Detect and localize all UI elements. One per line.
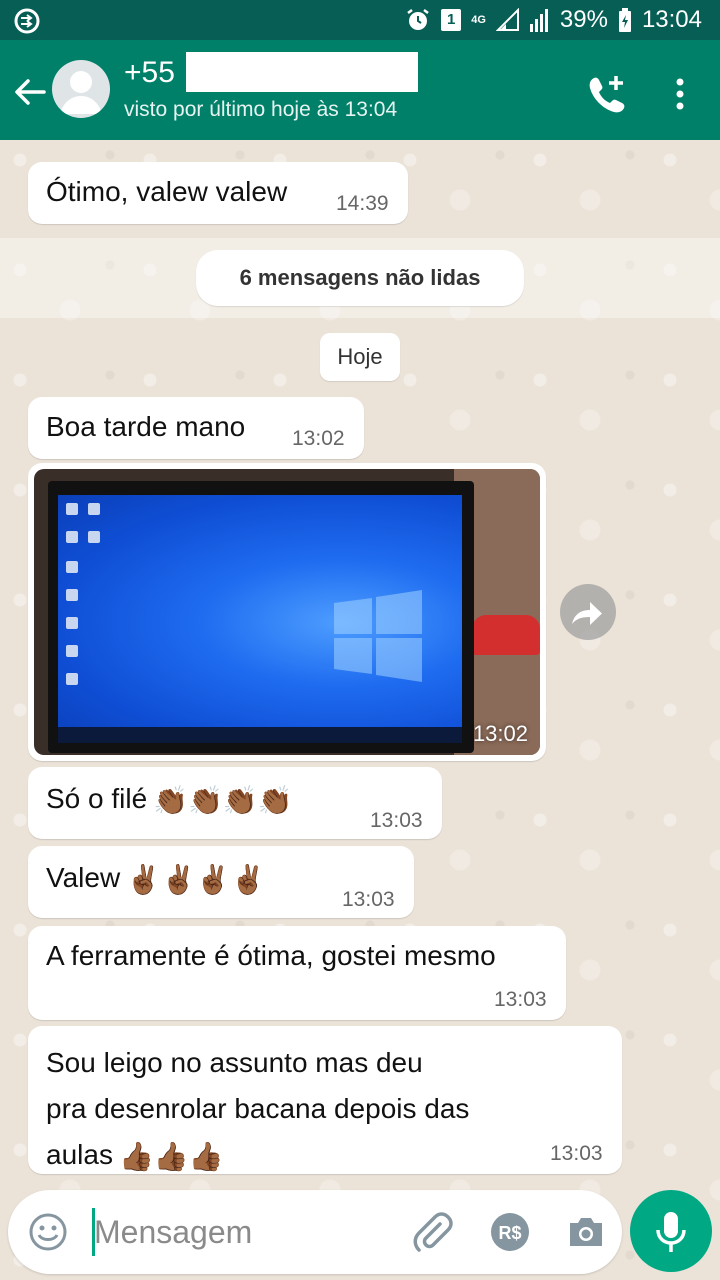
camera-icon <box>564 1210 608 1254</box>
attach-button[interactable] <box>408 1208 456 1256</box>
voice-message-button[interactable] <box>630 1190 712 1272</box>
back-button[interactable] <box>10 72 50 112</box>
emoji-button[interactable] <box>26 1210 70 1254</box>
message-time: 13:03 <box>494 988 547 1011</box>
chat-header <box>0 40 720 140</box>
message-text: A ferramente é ótima, gostei mesmo <box>46 940 496 971</box>
svg-text:R$: R$ <box>498 1223 522 1243</box>
date-chip: Hoje <box>320 333 400 381</box>
status-clock: 13:04 <box>641 6 702 33</box>
message-time: 13:02 <box>292 427 345 450</box>
message-text: Sou leigo no assunto mas deu pra desenrolar bacana depois das aulas 👍🏾👍🏾👍🏾 <box>46 1040 469 1180</box>
message-bubble[interactable] <box>28 767 442 839</box>
arrow-left-icon <box>10 72 50 112</box>
more-vertical-icon <box>668 74 692 114</box>
message-bubble[interactable] <box>28 162 408 224</box>
redacted-number <box>186 52 418 92</box>
image-time: 13:02 <box>472 721 528 746</box>
payment-button[interactable] <box>490 1212 530 1252</box>
more-options-button[interactable] <box>668 74 692 114</box>
paperclip-icon <box>408 1208 456 1256</box>
microphone-icon <box>630 1190 712 1272</box>
message-bubble[interactable] <box>28 926 566 1020</box>
battery-percent: 39% <box>559 6 608 33</box>
alarm-icon <box>405 7 431 33</box>
message-text: Valew ✌🏾✌🏾✌🏾✌🏾 <box>46 862 266 896</box>
message-time: 13:03 <box>342 888 395 911</box>
message-text: Ótimo, valew valew <box>46 176 288 207</box>
signal-icon <box>496 8 520 32</box>
unread-messages-banner: 6 mensagens não lidas <box>196 250 524 306</box>
camera-button[interactable] <box>564 1210 608 1254</box>
message-time: 14:39 <box>336 192 389 215</box>
sim-badge: 1 <box>441 9 461 31</box>
phone-add-icon <box>586 72 630 116</box>
contact-name[interactable]: +55 <box>124 56 175 89</box>
data-saver-icon <box>14 8 40 41</box>
compose-bar <box>8 1190 622 1274</box>
image-message[interactable] <box>28 463 546 761</box>
thumbs-up-emoji: 👍🏾👍🏾👍🏾 <box>118 1140 224 1172</box>
clap-emoji: 👏🏾👏🏾👏🏾👏🏾 <box>153 785 293 817</box>
message-time: 13:03 <box>370 809 423 832</box>
forward-button[interactable] <box>560 584 616 640</box>
photo-monitor[interactable] <box>34 469 540 755</box>
battery-icon <box>618 8 632 32</box>
avatar[interactable] <box>52 60 110 118</box>
message-bubble[interactable] <box>28 846 414 918</box>
network-type: 4G <box>471 13 486 26</box>
last-seen: visto por último hoje às 13:04 <box>124 98 398 121</box>
message-text: Só o filé 👏🏾👏🏾👏🏾👏🏾 <box>46 783 293 817</box>
status-bar <box>0 0 720 40</box>
message-input[interactable] <box>94 1204 394 1260</box>
forward-icon <box>560 584 616 640</box>
message-time: 13:03 <box>550 1142 603 1165</box>
windows-logo-icon <box>58 495 462 727</box>
message-bubble[interactable] <box>28 397 364 459</box>
smiley-icon <box>26 1210 70 1254</box>
desktop-screen <box>58 495 462 727</box>
message-text: Boa tarde mano <box>46 411 246 442</box>
message-bubble[interactable] <box>28 1026 622 1174</box>
add-call-button[interactable] <box>586 72 630 116</box>
currency-brl-icon <box>490 1212 530 1252</box>
peace-emoji: ✌🏾✌🏾✌🏾✌🏾 <box>126 864 266 896</box>
signal-bars-icon <box>530 8 550 32</box>
